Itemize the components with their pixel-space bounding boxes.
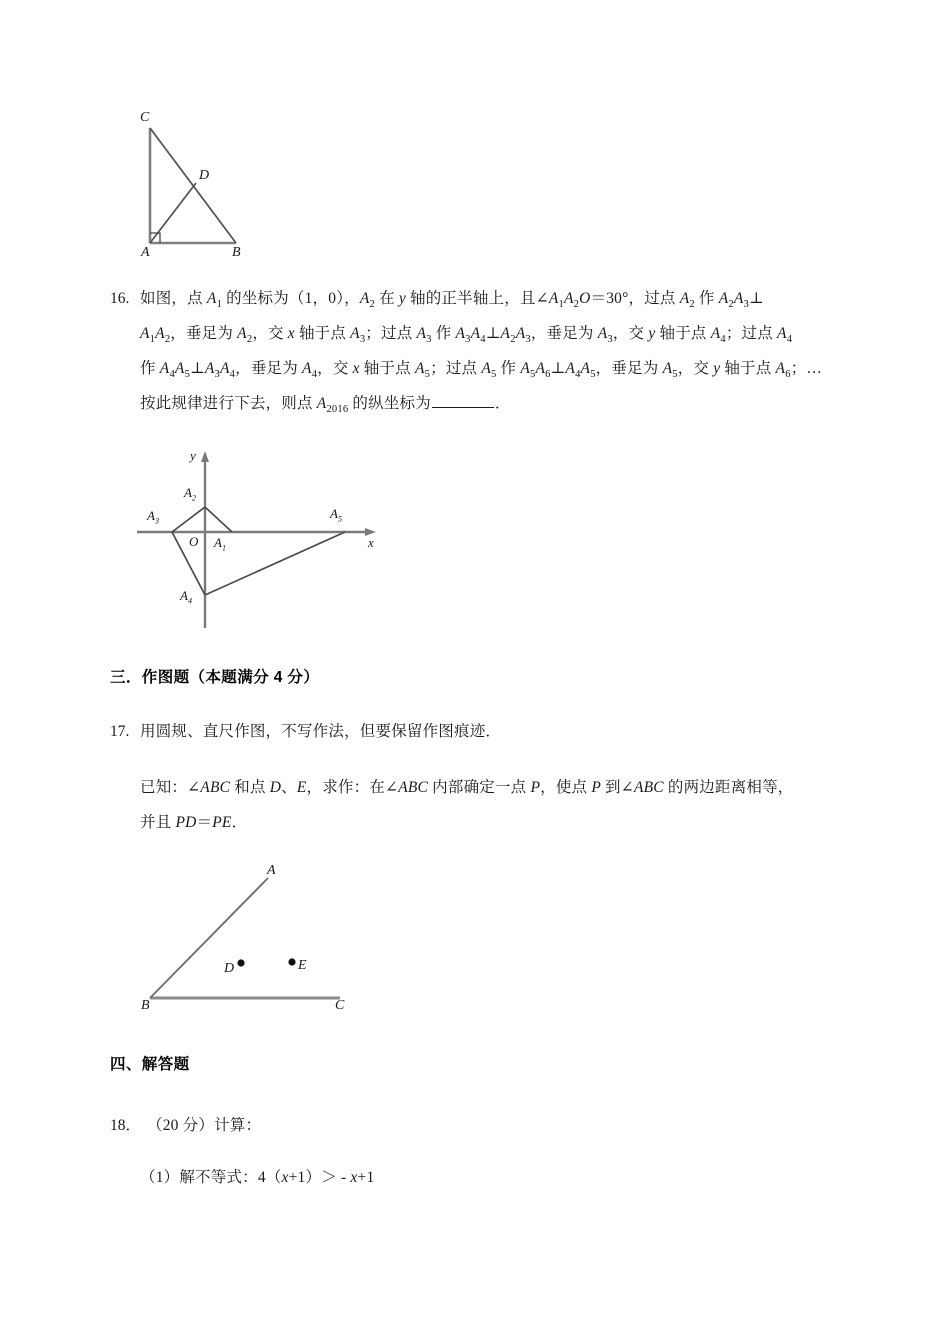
- q17-l2-D: D: [269, 779, 282, 796]
- q16-l2-t3: 轴于点: [294, 325, 351, 342]
- q17-l3-PD: PD: [175, 814, 197, 831]
- question-17-line-1: 用圆规、直尺作图，不写作法，但要保留作图痕迹．: [140, 723, 502, 740]
- q16-l1-t4: 轴的正半轴上，且∠: [405, 290, 549, 307]
- q17-l2-ABC2: ABC: [398, 779, 429, 796]
- question-18-number: 18．: [110, 1117, 142, 1134]
- q16-l2-t5: 作: [431, 325, 456, 342]
- figure-triangle-abc: [120, 100, 290, 270]
- q16-l2-s11: $A_4$: [710, 325, 726, 346]
- figure-point-A3: $A_3$: [147, 508, 159, 526]
- q16-l3-t6: 作: [496, 360, 521, 377]
- q17-l2-ABC: ABC: [200, 779, 231, 796]
- q16-l1-ang2: $A_2$: [563, 290, 580, 311]
- q16-l2-s2: $A_2$: [155, 325, 171, 346]
- figure-label-A: A: [141, 245, 150, 260]
- q16-l2-t2: ，交: [252, 325, 288, 342]
- axis-label-y: y: [190, 448, 196, 463]
- section-heading-3: 三．作图题（本题满分 4 分）: [110, 669, 320, 686]
- q16-l3-t3: ，交: [317, 360, 353, 377]
- q16-l1-ang1: $A_1$: [548, 290, 564, 311]
- q16-l4-t3: ．: [494, 395, 511, 412]
- q16-l2-t9: ；过点: [725, 325, 778, 342]
- q16-l3-s12: $A_5$: [662, 360, 678, 381]
- q16-l1-A2: $A_2$: [359, 290, 375, 311]
- q16-l3-t2: ，垂足为: [235, 360, 303, 377]
- q16-l2-s5: $A_3$: [416, 325, 432, 346]
- q16-l2-y: y: [648, 325, 656, 342]
- q16-l2-perp: ⊥: [485, 325, 501, 342]
- q16-l1-y: y: [398, 290, 406, 307]
- figure-point-A4: $A_4$: [180, 588, 192, 606]
- q16-l2-s7: $A_4$: [470, 325, 486, 346]
- q17-l2-t7: 到∠: [600, 779, 634, 796]
- q16-l3-s9: $A_6$: [535, 360, 551, 381]
- q16-l3-t9: 轴于点: [720, 360, 776, 377]
- q16-l1-t1: 如图，点: [140, 290, 207, 307]
- figure-point-A5: $A_5$: [330, 506, 342, 524]
- q16-l1-A2b: $A_2$: [679, 290, 695, 311]
- q16-l1-seg2: $A_3$: [733, 290, 749, 311]
- q16-l3-s10: $A_4$: [565, 360, 581, 381]
- q16-l3-s8: $A_5$: [520, 360, 536, 381]
- figure-coordinate-spiral: [130, 445, 390, 640]
- origin-label-O: O: [189, 534, 199, 549]
- question-18-part-1: [140, 1160, 374, 1195]
- q17-l3-t1: 并且: [140, 814, 176, 831]
- q17-l2-ABC3: ABC: [633, 779, 664, 796]
- q17-l3-PE: PE: [212, 814, 232, 831]
- q16-l1-O: O: [579, 290, 591, 307]
- q16-l3-s5: $A_4$: [302, 360, 318, 381]
- q17-l2-t4: ，求作：在∠: [306, 779, 399, 796]
- q17-l2-P: P: [530, 779, 541, 796]
- q16-l3-perp: ⊥: [190, 360, 205, 377]
- q16-l2-t7: ，交: [612, 325, 649, 342]
- q16-l3-x: x: [352, 360, 360, 377]
- figure-label-D-q17: D: [224, 961, 235, 976]
- q16-l1-t5: ＝30°，过点: [590, 290, 680, 307]
- section-heading-4: 四、解答题: [110, 1056, 190, 1073]
- q16-l2-s1: $A_1$: [140, 325, 156, 346]
- q16-l2-s10: $A_3$: [597, 325, 613, 346]
- figure-label-C-q17: C: [335, 998, 345, 1013]
- q16-l2-t8: 轴于点: [655, 325, 711, 342]
- figure-label-C: C: [140, 110, 150, 125]
- q16-l3-t1: 作: [140, 360, 160, 377]
- q16-l3-s6: $A_5$: [415, 360, 431, 381]
- q16-l2-s3: $A_2$: [237, 325, 253, 346]
- question-17-line-2: [140, 770, 794, 805]
- q16-l2-t6: ，垂足为: [530, 325, 598, 342]
- q16-l3-t5: ；过点: [430, 360, 482, 377]
- q16-l2-t4: ；过点: [365, 325, 417, 342]
- figure-point-A2: $A_2$: [184, 485, 196, 503]
- q16-l2-x: x: [287, 325, 295, 342]
- q16-l3-s2: $A_5$: [174, 360, 191, 381]
- q16-l1-t2: 的坐标为（1，0），: [222, 290, 360, 307]
- q18-p1-x: x: [281, 1169, 289, 1186]
- q16-l2-s9: $A_3$: [515, 325, 531, 346]
- q17-l3-t2: ．: [231, 814, 248, 831]
- q16-l3-s11: $A_5$: [580, 360, 596, 381]
- q17-l2-t3: 、: [281, 779, 297, 796]
- q16-l1-t3: 在: [375, 290, 399, 307]
- figure-label-B: B: [232, 245, 241, 260]
- q18-p1-t1: （1）解不等式：4（: [140, 1169, 282, 1186]
- q17-l3-eq: ＝: [196, 814, 213, 831]
- figure-label-E-q17: E: [298, 958, 307, 973]
- figure-angle-abc: [110, 855, 380, 1020]
- q16-l1-seg1: $A_2$: [718, 290, 734, 311]
- question-18-line-1: （20 分）计算：: [147, 1117, 262, 1134]
- q16-l3-y: y: [713, 360, 721, 377]
- q16-l3-s13: $A_6$: [775, 360, 791, 381]
- axis-label-x: x: [368, 535, 374, 550]
- q17-l2-E: E: [296, 779, 307, 796]
- question-16-number: 16.: [110, 290, 130, 307]
- q17-l2-t6: ，使点: [540, 779, 592, 796]
- figure-label-A-q17: A: [267, 863, 276, 878]
- q16-l3-s7: $A_5$: [481, 360, 497, 381]
- q18-p1-x2: x: [350, 1169, 358, 1186]
- q16-l1-A1: $A_1$: [206, 290, 223, 311]
- q16-l3-t8: ，交: [677, 360, 714, 377]
- q16-l4-t1: 按此规律进行下去，则点: [140, 395, 317, 412]
- q18-p1-t2: +1）＞ -: [288, 1169, 351, 1186]
- q16-l3-s4: $A_4$: [219, 360, 236, 381]
- question-17-number: 17.: [110, 723, 130, 740]
- q16-l1-perp: ⊥: [748, 290, 764, 307]
- q17-l2-t8: 的两边距离相等，: [663, 779, 794, 796]
- q16-l4-t2: 的纵坐标为: [348, 395, 431, 412]
- q16-l3-s3: $A_3$: [204, 360, 220, 381]
- q18-p1-t3: +1: [357, 1169, 375, 1186]
- q16-l4-A2016: $A_{2016}$: [316, 395, 349, 416]
- figure-point-A1: $A_1$: [214, 535, 226, 553]
- q16-l2-s12: $A_4$: [777, 325, 793, 346]
- figure-label-B-q17: B: [141, 998, 150, 1013]
- q16-l2-s4: $A_3$: [350, 325, 366, 346]
- q16-l3-perp2: ⊥: [550, 360, 566, 377]
- question-16-line-4: [140, 386, 511, 427]
- q16-l2-t1: ，垂足为: [170, 325, 238, 342]
- q16-l3-t4: 轴于点: [359, 360, 415, 377]
- q16-l2-s6: $A_3$: [455, 325, 471, 346]
- q17-l2-t5: 内部确定一点: [428, 779, 531, 796]
- q16-l3-t10: ；…: [790, 360, 823, 377]
- q17-l2-P2: P: [591, 779, 601, 796]
- question-17-line-3: [140, 805, 247, 840]
- figure-label-D: D: [199, 168, 210, 183]
- q16-l3-t7: ，垂足为: [595, 360, 663, 377]
- q16-l1-t6: 作: [694, 290, 719, 307]
- q17-l2-t2: 和点: [230, 779, 270, 796]
- q17-l2-t1: 已知：∠: [140, 779, 201, 796]
- answer-blank-q16[interactable]: [432, 394, 494, 408]
- q16-l3-s1: $A_4$: [159, 360, 175, 381]
- q16-l2-s8: $A_2$: [500, 325, 516, 346]
